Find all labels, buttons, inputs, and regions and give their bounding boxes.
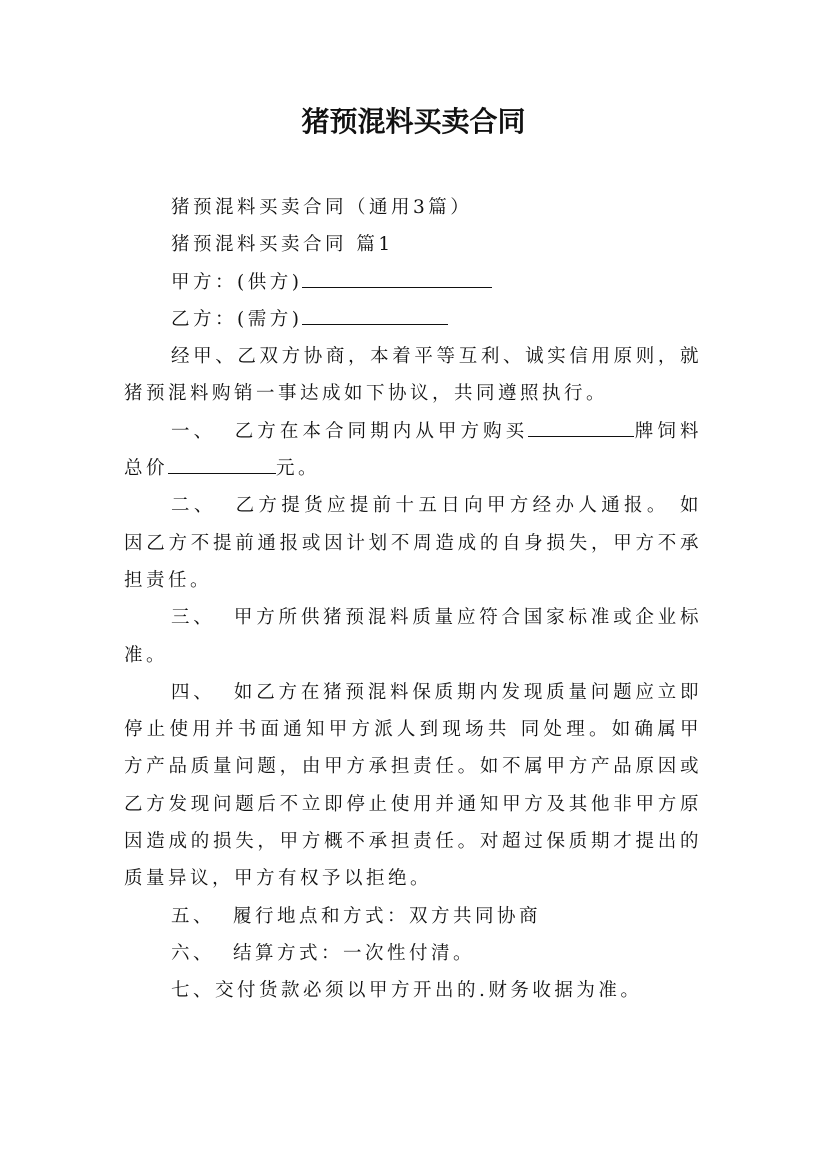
document-body bbox=[124, 189, 702, 1010]
clause-3-text: 甲方所供猪预混料质量应符合国家标准或企业标准。 bbox=[124, 607, 702, 666]
clause-5-text: 履行地点和方式：双方共同协商 bbox=[233, 905, 542, 927]
clause-4 bbox=[124, 674, 702, 898]
clause-5 bbox=[124, 898, 702, 935]
clause-6 bbox=[124, 935, 702, 972]
party-a-label: 甲方：(供方) bbox=[171, 271, 303, 293]
clause-4-number: 四、 bbox=[171, 681, 216, 703]
clause-3 bbox=[124, 599, 702, 674]
party-a-blank bbox=[302, 267, 492, 288]
party-b-label: 乙方：(需方) bbox=[171, 308, 303, 330]
clause-4-text: 如乙方在猪预混料保质期内发现质量问题应立即停止使用并书面通知甲方派人到现场共 同处理。如确属甲方产品质量问题，由甲方承担责任。如不属甲方产品原因或乙方发现问题后不立即停止使用并通知甲方及其他非甲方原因造成的损失，甲方概不承担责任。对超过保质期才提出的质量异议，甲方有权予以拒绝。 bbox=[124, 681, 702, 890]
clause-5-number: 五、 bbox=[171, 905, 216, 927]
clause-1-text-c: 元。 bbox=[276, 458, 321, 480]
section-heading: 猪预混料买卖合同 篇1 bbox=[171, 234, 394, 256]
clause-3-number: 三、 bbox=[171, 607, 216, 629]
subtitle-line: 猪预混料买卖合同（通用3篇） bbox=[171, 197, 473, 218]
party-a-line bbox=[124, 264, 702, 301]
clause-2-number: 二、 bbox=[171, 495, 217, 517]
total-price-blank bbox=[168, 453, 276, 474]
clause-2-text: 乙方提货应提前十五日向甲方经办人通报。 如因乙方不提前通报或因计划不周造成的自身损失，甲方不承担责任。 bbox=[124, 495, 702, 591]
brand-blank bbox=[528, 416, 634, 437]
party-b-line bbox=[124, 301, 702, 338]
clause-6-number: 六、 bbox=[171, 942, 216, 964]
document-title: 猪预混料买卖合同 bbox=[301, 105, 526, 138]
clause-1 bbox=[124, 413, 702, 488]
clause-1-text-b: 牌饲料总价 bbox=[124, 420, 702, 480]
intro-paragraph: 经甲、乙双方协商，本着平等互利、诚实信用原则，就猪预混料购销一事达成如下协议，共同遵照执行。 bbox=[124, 346, 702, 405]
clause-6-text: 结算方式：一次性付清。 bbox=[233, 942, 476, 964]
party-b-blank bbox=[302, 304, 448, 325]
clause-1-text-a: 乙方在本合同期内从甲方购买 bbox=[234, 420, 529, 442]
clause-1-number: 一、 bbox=[171, 420, 217, 442]
clause-2 bbox=[124, 487, 702, 599]
clause-7: 七、交付货款必须以甲方开出的.财务收据为准。 bbox=[171, 980, 643, 1002]
